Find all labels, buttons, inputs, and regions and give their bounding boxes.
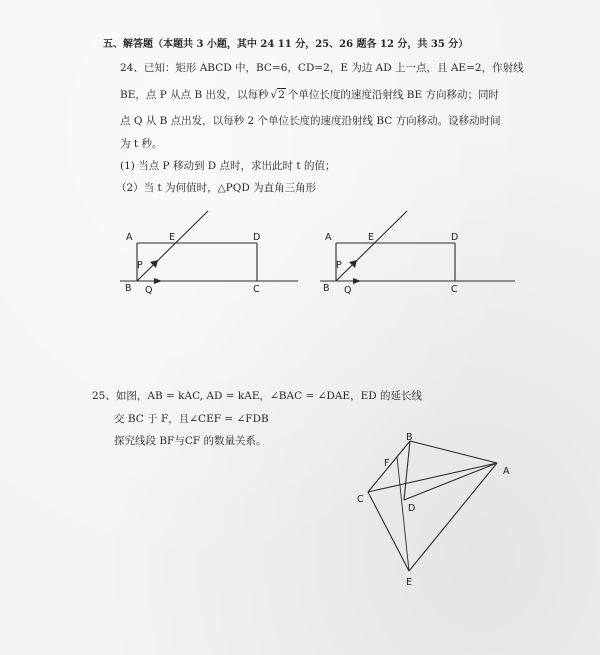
q25-figure — [357, 432, 510, 588]
segment-ce — [368, 492, 409, 571]
sqrt-radicand: 2 — [278, 89, 285, 101]
section-header: 五、解答题（本题共 3 小题，其中 24 11 分，25、26 题各 12 分，共 35 分） — [103, 39, 469, 50]
q-direction-arrow-icon — [353, 278, 361, 284]
label-c: C — [357, 494, 364, 505]
label-f: F — [384, 458, 390, 469]
q25-line2: 交 BC 于 F，且∠CEF = ∠FDB — [114, 413, 269, 425]
q24-part2: （2）当 t 为何值时，△PQD 为直角三角形 — [116, 182, 317, 194]
label-e: E — [368, 232, 375, 243]
label-b: B — [406, 432, 413, 443]
q24-part1: (1) 当点 P 移动到 D 点时，求出此时 t 的值； — [120, 160, 336, 172]
ray-be — [336, 211, 407, 281]
segment-ab — [410, 441, 497, 463]
q24-line2-after: 个单位长度的速度沿射线 BE 方向移动；同时 — [287, 89, 499, 101]
label-e: E — [406, 577, 413, 588]
q25-line3: 探究线段 BF与CF 的数量关系。 — [114, 435, 267, 447]
segment-ae — [409, 463, 497, 571]
segment-ad — [404, 463, 497, 500]
label-d: D — [451, 232, 459, 243]
segment-ef-extended — [397, 457, 409, 571]
sqrt-symbol: √ — [270, 89, 278, 101]
label-p: P — [137, 260, 143, 271]
q24-line4: 为 t 秒。 — [120, 138, 163, 150]
label-q: Q — [344, 285, 352, 296]
q24-figure-right — [320, 211, 515, 296]
q24-line1: 24、已知：矩形 ABCD 中，BC=6，CD=2，E 为边 AD 上一点，且 AE=2，作射线 — [120, 62, 524, 74]
label-p: P — [336, 260, 342, 271]
label-b: B — [125, 283, 132, 294]
label-d: D — [253, 232, 261, 243]
label-q: Q — [145, 285, 153, 296]
q25-line1: 25、如图，AB = kAC, AD = kAE，∠BAC = ∠DAE，ED 的延长线 — [92, 390, 422, 402]
label-b: B — [323, 283, 330, 294]
label-c: C — [253, 284, 260, 295]
label-d: D — [408, 503, 416, 514]
q-direction-arrow-icon — [154, 278, 162, 284]
label-c: C — [451, 284, 458, 295]
q24-figure-left — [120, 211, 298, 296]
label-e: E — [169, 232, 176, 243]
segment-bd — [404, 441, 410, 500]
label-a: A — [126, 232, 133, 243]
label-a: A — [325, 232, 332, 243]
q24-line3: 点 Q 从 B 点出发，以每秒 2 个单位长度的速度沿射线 BC 方向移动。设移动时间 — [120, 115, 501, 127]
q24-line2-before: BE，点 P 从点 B 出发，以每秒 — [120, 89, 269, 101]
label-a: A — [503, 466, 510, 477]
ray-be — [137, 211, 208, 281]
